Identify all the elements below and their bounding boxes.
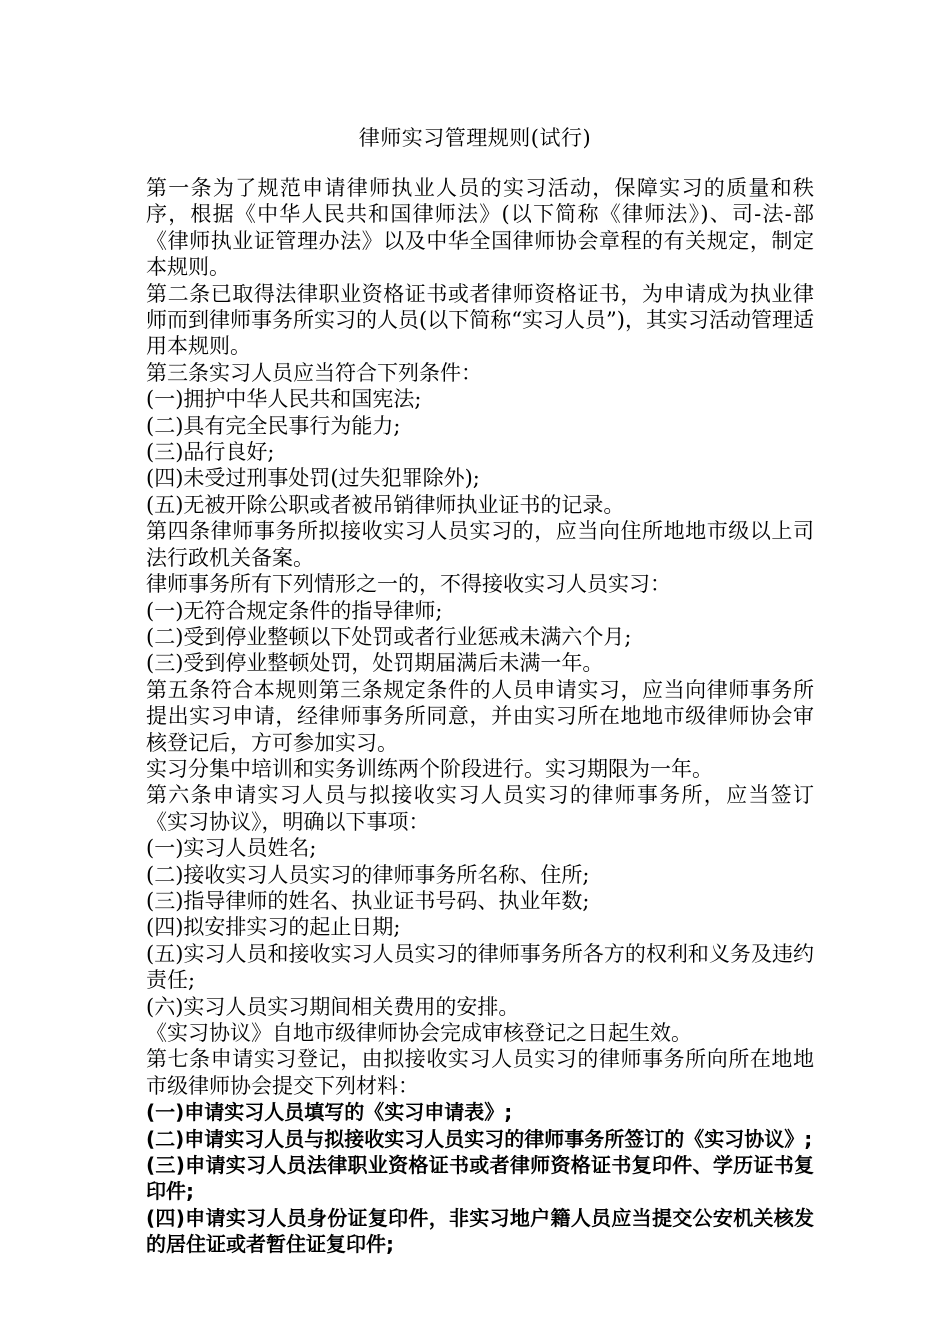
paragraph: 《实习协议》自地市级律师协会完成审核登记之日起生效。 (146, 1021, 692, 1045)
list-item: (二)受到停业整顿以下处罚或者行业惩戒未满六个月; (146, 624, 632, 649)
paragraph-article-1: 第一条为了规范申请律师执业人员的实习活动，保障实习的质量和秩序，根据《中华人民共和国律师法》(以下简称《律师法》)、司-法-部《律师执业证管理办法》以及中华全国律师协会章程的有关规定，制定本规则。 (146, 176, 814, 280)
list-item: (一)实习人员姓名; (146, 836, 317, 861)
paragraph: 实习分集中培训和实务训练两个阶段进行。实习期限为一年。 (146, 756, 713, 781)
list-item: (六)实习人员实习期间相关费用的安排。 (146, 994, 520, 1019)
list-item: (四)拟安排实习的起止日期; (146, 915, 401, 940)
paragraph-article-7: 第七条申请实习登记，由拟接收实习人员实习的律师事务所向所在地地市级律师协会提交下列材料： (146, 1047, 814, 1098)
bold-list-item: (四)申请实习人员身份证复印件，非实习地户籍人员应当提交公安机关核发的居住证或者暂住证复印件; (146, 1205, 814, 1257)
document-body (146, 175, 814, 1258)
paragraph-article-6: 第六条申请实习人员与拟接收实习人员实习的律师事务所，应当签订《实习协议》，明确以下事项： (146, 783, 814, 834)
list-item: (三)品行良好; (146, 440, 275, 465)
bold-list-item: (三)申请实习人员法律职业资格证书或者律师资格证书复印件、学历证书复印件; (146, 1153, 814, 1204)
list-item: (一)拥护中华人民共和国宪法; (146, 387, 422, 412)
list-item: (五)实习人员和接收实习人员实习的律师事务所各方的权利和义务及违约责任; (146, 941, 814, 993)
paragraph-article-3: 第三条实习人员应当符合下列条件： (146, 360, 482, 385)
paragraph-article-2: 第二条已取得法律职业资格证书或者律师资格证书，为申请成为执业律师而到律师事务所实习的人员(以下简称“实习人员”)，其实习活动管理适用本规则。 (146, 281, 814, 359)
list-item: (三)受到停业整顿处罚，处罚期届满后未满一年。 (146, 651, 604, 676)
list-item: (五)无被开除公职或者被吊销律师执业证书的记录。 (146, 492, 625, 517)
document-title: 律师实习管理规则(试行) (358, 126, 592, 150)
paragraph-article-4: 第四条律师事务所拟接收实习人员实习的，应当向住所地地市级以上司法行政机关备案。 (146, 519, 814, 570)
list-item: (二)具有完全民事行为能力; (146, 413, 401, 438)
paragraph: 律师事务所有下列情形之一的，不得接收实习人员实习： (146, 572, 671, 597)
list-item: (三)指导律师的姓名、执业证书号码、执业年数; (146, 888, 590, 913)
list-item: (二)接收实习人员实习的律师事务所名称、住所; (146, 862, 590, 887)
list-item: (一)无符合规定条件的指导律师; (146, 598, 443, 623)
list-item: (四)未受过刑事处罚(过失犯罪除外); (146, 466, 480, 491)
bold-list-item: (一)申请实习人员填写的《实习申请表》; (146, 1100, 513, 1125)
paragraph-article-5: 第五条符合本规则第三条规定条件的人员申请实习，应当向律师事务所提出实习申请，经律师事务所同意，并由实习所在地地市级律师协会审核登记后，方可参加实习。 (146, 677, 814, 755)
bold-list-item: (二)申请实习人员与拟接收实习人员实习的律师事务所签订的《实习协议》; (146, 1126, 813, 1151)
